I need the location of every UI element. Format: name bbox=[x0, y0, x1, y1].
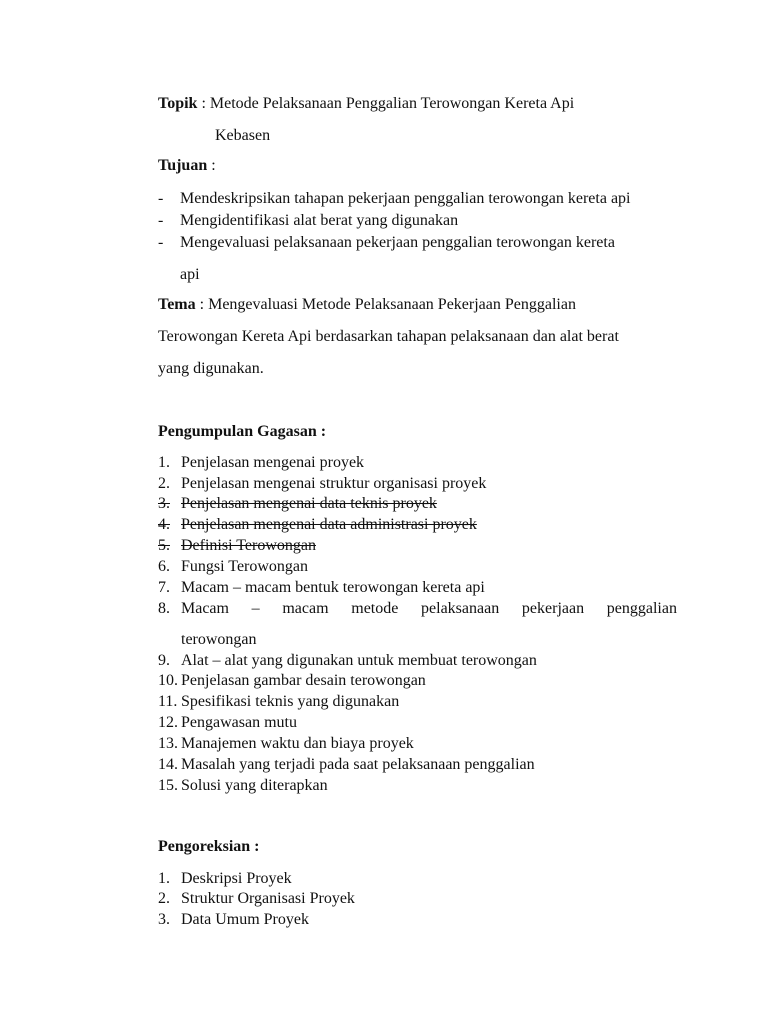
tema-line bbox=[158, 297, 576, 313]
list-number: 5. bbox=[158, 537, 170, 554]
list-number: 6. bbox=[158, 558, 170, 575]
list-number: 12. bbox=[158, 714, 178, 731]
word: Macam bbox=[181, 600, 229, 617]
list-item-text: Masalah yang terjadi pada saat pelaksanaan penggalian bbox=[181, 756, 535, 773]
tujuan-item-text: Mengidentifikasi alat berat yang digunakan bbox=[180, 212, 459, 229]
topic-continuation: Kebasen bbox=[215, 127, 271, 144]
tema-text-line: Terowongan Kereta Api berdasarkan tahapan pelaksanaan dan alat berat bbox=[158, 328, 619, 345]
list-number: 14. bbox=[158, 756, 178, 773]
list-item-text: Penjelasan mengenai proyek bbox=[181, 454, 365, 471]
list-item-text: Macam – macam bentuk terowongan kereta api bbox=[181, 579, 485, 596]
list-item-text bbox=[181, 601, 677, 617]
list-item-text: Alat – alat yang digunakan untuk membuat terowongan bbox=[181, 652, 537, 669]
tujuan-label: Tujuan bbox=[158, 157, 208, 174]
word: pelaksanaan bbox=[421, 600, 500, 617]
list-item-text: Solusi yang diterapkan bbox=[181, 777, 328, 794]
tujuan-item-text: Mendeskripsikan tahapan pekerjaan penggalian terowongan kereta api bbox=[180, 190, 631, 207]
list-number: 8. bbox=[158, 600, 170, 617]
topic-label: Topik bbox=[158, 95, 198, 112]
bullet-dash: - bbox=[158, 190, 164, 207]
word: – bbox=[251, 600, 260, 617]
list-item-text: Data Umum Proyek bbox=[181, 911, 309, 928]
list-number: 13. bbox=[158, 735, 178, 752]
topic-text: Metode Pelaksanaan Penggalian Terowongan Kereta Api bbox=[209, 95, 575, 112]
tujuan-line bbox=[158, 158, 216, 174]
list-number: 10. bbox=[158, 672, 178, 689]
list-number: 7. bbox=[158, 579, 170, 596]
list-item-text: Fungsi Terowongan bbox=[181, 558, 309, 575]
list-item-text: Spesifikasi teknis yang digunakan bbox=[181, 693, 400, 710]
list-item-text: Deskripsi Proyek bbox=[181, 870, 292, 887]
list-item-text: Penjelasan mengenai data administrasi proyek bbox=[181, 516, 477, 533]
tema-label: Tema bbox=[158, 296, 196, 313]
tema-separator: : bbox=[195, 296, 209, 313]
bullet-dash: - bbox=[158, 234, 164, 251]
list-item-text: Penjelasan mengenai data teknis proyek bbox=[181, 495, 437, 512]
list-item-continuation: terowongan bbox=[181, 631, 257, 648]
list-number: 1. bbox=[158, 454, 170, 471]
word: pekerjaan bbox=[521, 600, 585, 617]
list-number: 1. bbox=[158, 870, 170, 887]
tujuan-item-text: Mengevaluasi pelaksanaan pekerjaan penggalian terowongan kereta bbox=[180, 234, 615, 251]
list-item-text: Manajemen waktu dan biaya proyek bbox=[181, 735, 414, 752]
list-item-text: Definisi Terowongan bbox=[181, 537, 316, 554]
list-number: 15. bbox=[158, 777, 178, 794]
tema-text-line: yang digunakan. bbox=[158, 360, 264, 377]
list-item-text: Pengawasan mutu bbox=[181, 714, 297, 731]
list-number: 4. bbox=[158, 516, 170, 533]
list-number: 9. bbox=[158, 652, 170, 669]
word: metode bbox=[351, 600, 399, 617]
word: macam bbox=[282, 600, 329, 617]
list-number: 3. bbox=[158, 911, 170, 928]
list-number: 3. bbox=[158, 495, 170, 512]
tema-text: Mengevaluasi Metode Pelaksanaan Pekerjaan Penggalian bbox=[208, 296, 576, 313]
gagasan-heading: Pengumpulan Gagasan : bbox=[158, 423, 327, 440]
tujuan-item-continuation: api bbox=[180, 266, 200, 283]
topic-line bbox=[158, 96, 574, 112]
list-item-text: Penjelasan gambar desain terowongan bbox=[181, 672, 426, 689]
list-item-text: Struktur Organisasi Proyek bbox=[181, 890, 355, 907]
topic-separator: : bbox=[197, 95, 210, 112]
word: penggalian bbox=[606, 600, 677, 617]
tujuan-separator: : bbox=[207, 157, 216, 174]
list-number: 2. bbox=[158, 890, 170, 907]
list-number: 11. bbox=[158, 693, 178, 710]
bullet-dash: - bbox=[158, 212, 164, 229]
list-number: 2. bbox=[158, 475, 170, 492]
list-item-text: Penjelasan mengenai struktur organisasi proyek bbox=[181, 475, 487, 492]
koreksi-heading: Pengoreksian : bbox=[158, 838, 260, 855]
